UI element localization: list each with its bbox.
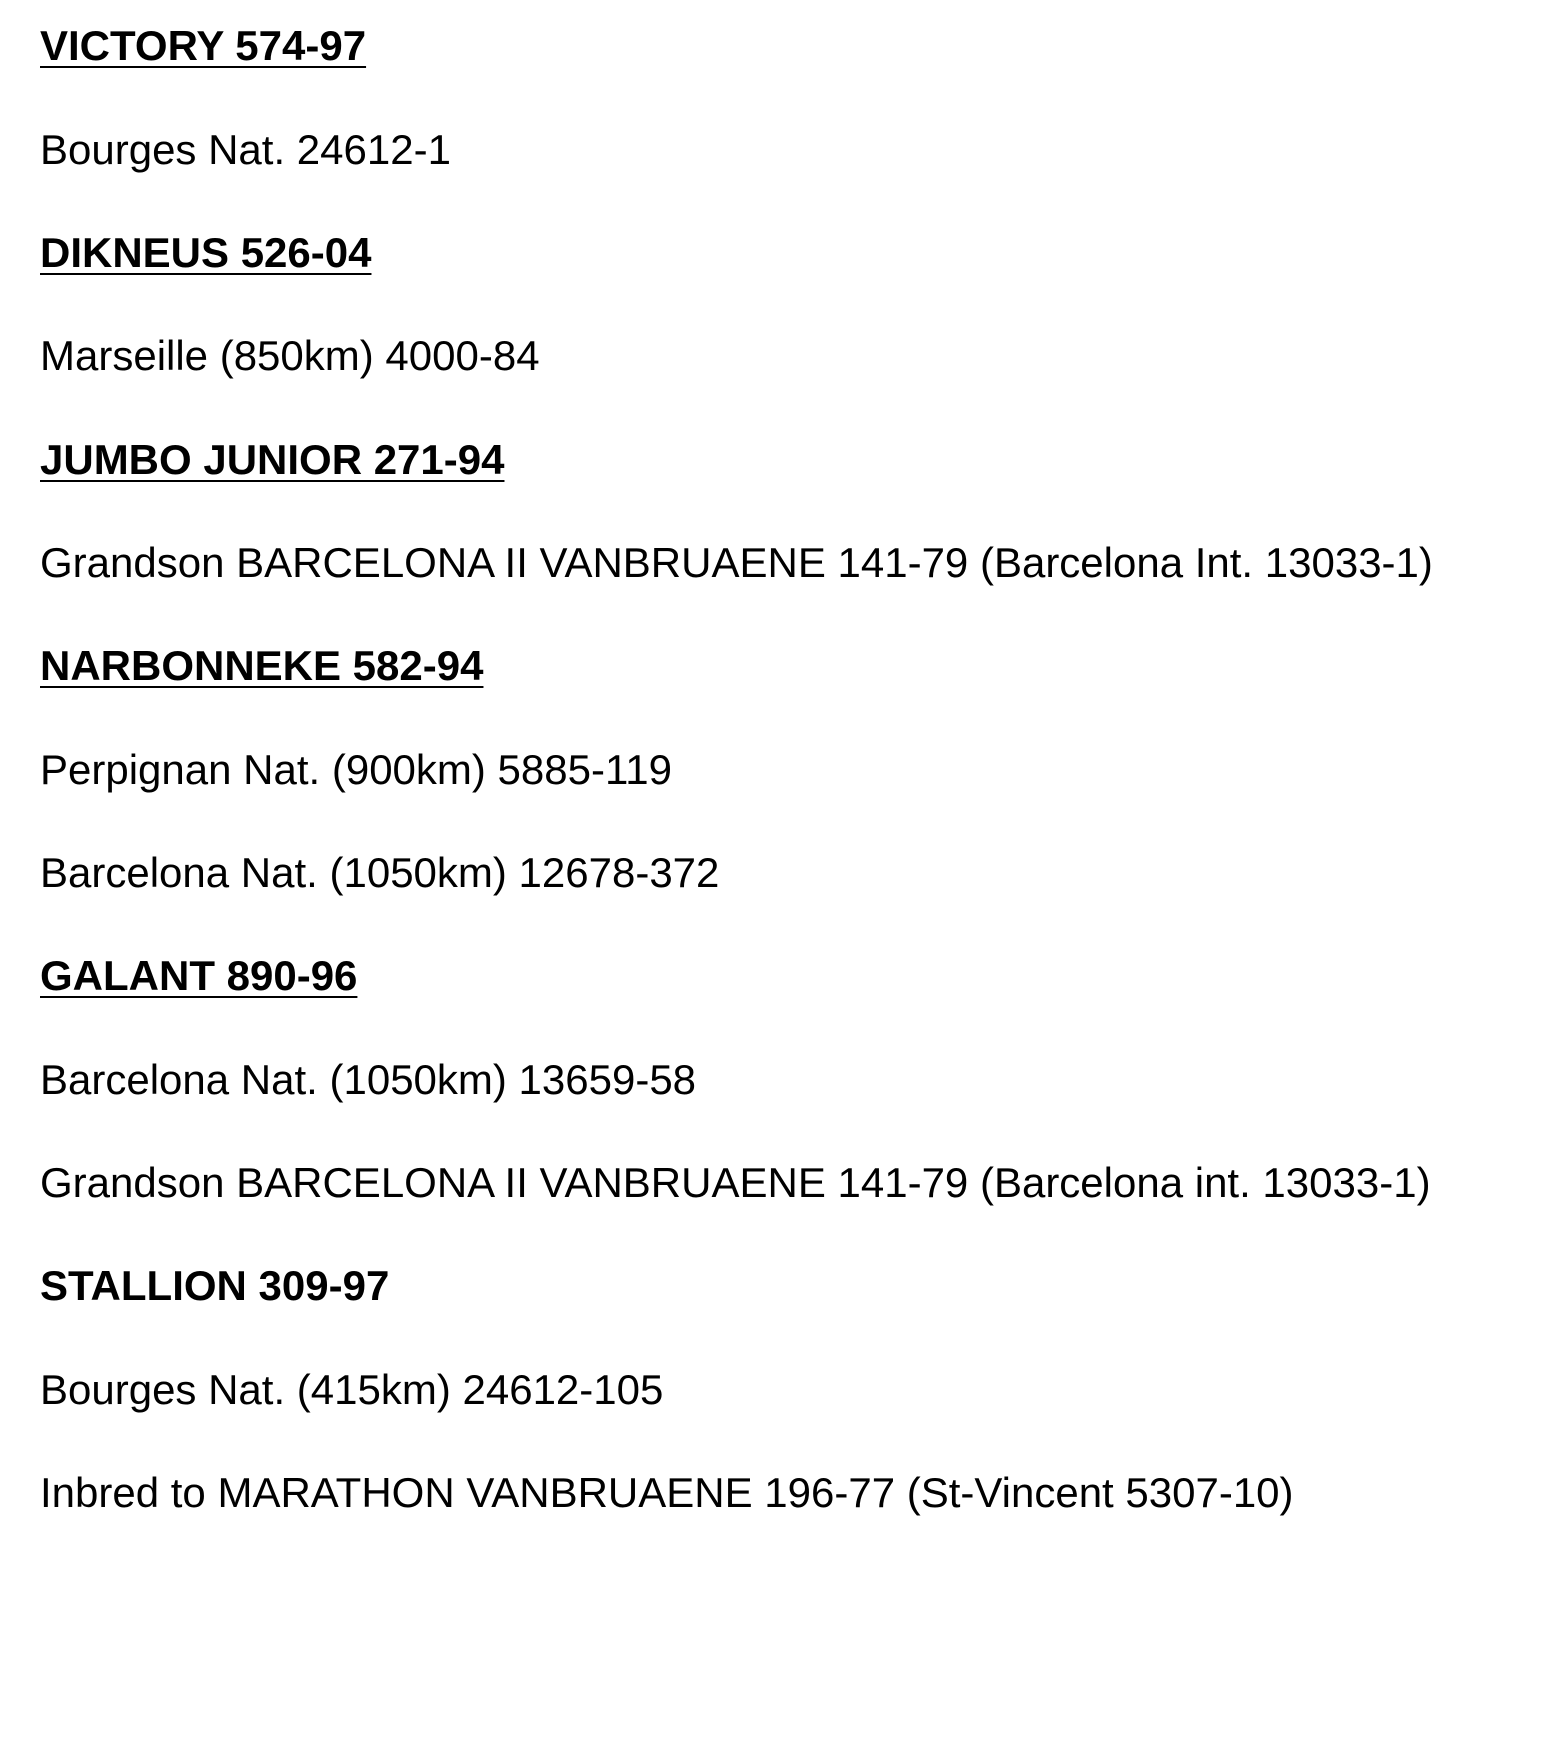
pigeon-heading-victory: VICTORY 574-97 <box>40 22 367 69</box>
pigeon-heading-stallion: STALLION 309-97 <box>40 1262 390 1309</box>
pigeon-heading-jumbo-junior: JUMBO JUNIOR 271-94 <box>40 436 505 483</box>
result-line: Bourges Nat. (415km) 24612-105 <box>40 1366 664 1413</box>
pigeon-heading-narbonneke: NARBONNEKE 582-94 <box>40 642 484 689</box>
result-line: Barcelona Nat. (1050km) 13659-58 <box>40 1056 697 1103</box>
result-line: Marseille (850km) 4000-84 <box>40 332 540 379</box>
pigeon-heading-dikneus: DIKNEUS 526-04 <box>40 229 372 276</box>
pedigree-note-line: Inbred to MARATHON VANBRUAENE 196-77 (St-Vincent 5307-10) <box>40 1469 1294 1516</box>
result-line: Barcelona Nat. (1050km) 12678-372 <box>40 849 720 896</box>
result-line: Bourges Nat. 24612-1 <box>40 126 451 173</box>
pedigree-note-line: Grandson BARCELONA II VANBRUAENE 141-79 (Barcelona int. 13033-1) <box>40 1159 1431 1206</box>
pigeon-heading-galant: GALANT 890-96 <box>40 952 358 999</box>
pedigree-note-line: Grandson BARCELONA II VANBRUAENE 141-79 (Barcelona Int. 13033-1) <box>40 539 1433 586</box>
result-line: Perpignan Nat. (900km) 5885-119 <box>40 746 672 793</box>
